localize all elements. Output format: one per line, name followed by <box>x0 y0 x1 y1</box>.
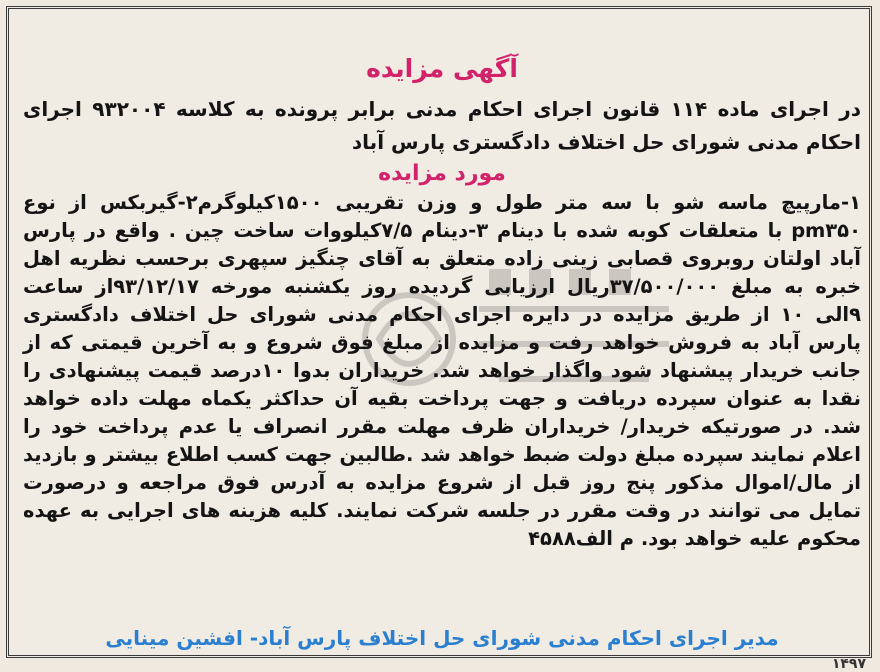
ad-title: آگهی مزایده <box>366 54 518 83</box>
ad-content <box>23 9 861 655</box>
ad-intro: در اجرای ماده ۱۱۴ قانون اجرای احکام مدنی برابر پرونده به کلاسه ۹۳۲۰۰۴ اجرای احکام مدنی شورای حل اختلاف دادگستری پارس آباد <box>23 97 861 154</box>
page-corner-number: ۱۴۹۷ <box>831 656 866 672</box>
ad-frame <box>6 6 872 658</box>
ad-subtitle: مورد مزایده <box>378 161 506 186</box>
ad-signature: مدیر اجرای احکام مدنی شورای حل اختلاف پارس آباد- افشین مینایی <box>105 626 779 650</box>
ad-body: ۱-مارپیچ ماسه شو با سه متر طول و وزن تقریبی ۱۵۰۰کیلوگرم۲-گیربکس از نوع pm۳۵۰ با متعلقات کوبه شده با دینام ۳-دینام ۷/۵کیلووات ساخت چین . واقع در پارس آباد اولتان روبروی قصابی زینی زاده متعلق به آقای چنگیز سپهری برحسب نظریه اهل خبره به مبلغ ۳۷/۵۰۰/۰۰۰ریال ارزیابی گردیده روز یکشنبه مورخه ۹۳/۱۲/۱۷از ساعت ۹الی ۱۰ از طریق مزایده در دایره اجرای احکام مدنی شورای حل اختلاف دادگستری پارس آباد به فروش خواهد رفت و مزایده از مبلغ فوق شروع و به آخرین قیمتی که از جانب خریدار پیشنهاد شود واگذار خواهد شد. خریداران بدوا ۱۰درصد قیمت پیشنهادی را نقدا به عنوان سپرده دریافت و جهت پرداخت بقیه آن حداکثر یکماه مهلت داده خواهد شد. در صورتیکه خریدار/ خریداران ظرف مهلت مقرر انصراف یا عدم پرداخت خود را اعلام نمایند سپرده مبلغ دولت ضبط خواهد شد .طالبین جهت کسب اطلاع بیشتر و بازدید از مال/اموال مذکور پنج روز قبل از شروع مزایده به آدرس فوق مراجعه و درصورت تمایل می توانند در وقت مقرر در جلسه شرکت نمایند. کلیه هزینه های اجرایی به عهده محکوم علیه خواهد بود. م الف۴۵۸۸ <box>23 191 862 550</box>
